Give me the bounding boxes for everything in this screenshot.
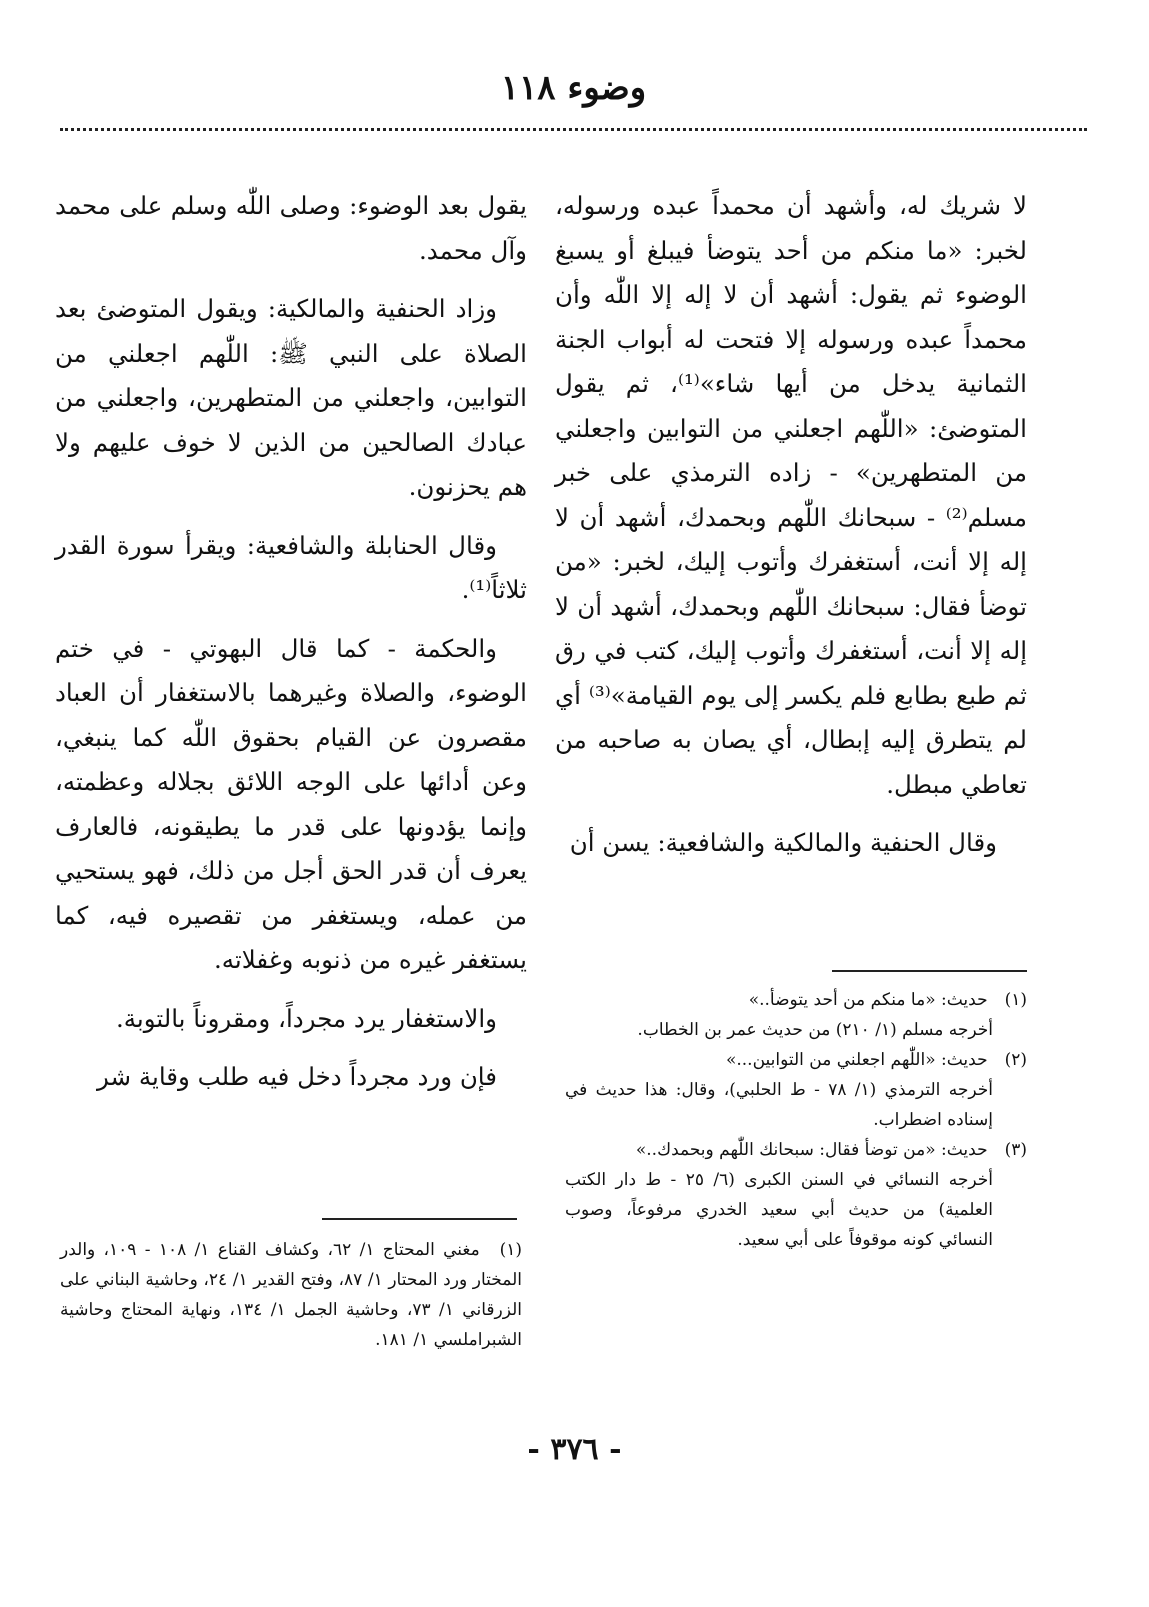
footnote-body: أخرجه مسلم (١/ ٢١٠) من حديث عمر بن الخطاب. [637,1020,993,1040]
footnote-heading: حديث: «من توضأ فقال: سبحانك اللّٰهم وبحمدك..» [635,1140,988,1160]
footnote-item [565,985,1027,1015]
page-number: - ٣٧٦ - [527,1432,622,1467]
footnote-item [565,1135,1027,1165]
footnote-text: مغني المحتاج ١/ ٦٢، وكشاف القناع ١/ ١٠٨ - ١٠٩، والدر المختار ورد المحتار ١/ ٨٧، وفتح القدير ١/ ٢٤، وحاشية البناني على الزرقاني ١/ ٧٣، وحاشية الجمل ١/ ١٣٤، ونهاية المحتاج وحاشية الشبراملسي ١/ ١٨١. [60,1240,523,1350]
left-paragraph-1: يقول بعد الوضوء: وصلى اللّٰه وسلم على محمد وآل محمد. [55,191,527,265]
right-footnotes [565,985,1027,1255]
right-column [555,184,1027,880]
footnote-item [565,1045,1027,1075]
left-footnotes [60,1235,522,1355]
footnote-heading: حديث: «ما منكم من أحد يتوضأ..» [748,990,988,1010]
footnote-heading: حديث: «اللّٰهم اجعلني من التوابين...» [725,1050,988,1070]
left-paragraph-2: وزاد الحنفية والمالكية: ويقول المتوضئ بعد الصلاة على النبي ﷺ: اللّٰهم اجعلني من التوابين، واجعلني من المتطهرين، واجعلني من عبادك الصالحين من الذين لا خوف عليهم ولا هم يحزنون. [55,294,527,501]
footnote-item [60,1235,522,1355]
footnote-number: (١) [1004,990,1027,1010]
footnote-number: (٣) [1004,1140,1027,1160]
footnote-body: أخرجه الترمذي (١/ ٧٨ - ط الحلبي)، وقال: هذا حديث في إسناده اضطراب. [565,1080,993,1130]
footnote-number: (٢) [1004,1050,1027,1070]
left-footnote-rule [322,1218,517,1220]
page-title: وضوء ١١٨ [500,68,647,108]
left-paragraph-4: والحكمة - كما قال البهوتي - في ختم الوضوء، والصلاة وغيرهما بالاستغفار أن العباد مقصرون عن القيام بحقوق اللّٰه كما ينبغي، وعن أدائها على الوجه اللائق بجلاله وعظمته، وإنما يؤدونها على قدر ما يطيقونه، فالعارف يعرف أن قدر الحق أجل من ذلك، فهو يستحيي من عمله، ويستغفر من تقصيره فيه، كما يستغفر غيره من ذنوبه وغفلاته. [55,633,527,974]
left-paragraph-3: وقال الحنابلة والشافعية: ويقرأ سورة القدر ثلاثاً⁽¹⁾. [55,530,527,604]
right-paragraph-1: لا شريك له، وأشهد أن محمداً عبده ورسوله، لخبر: «ما منكم من أحد يتوضأ فيبلغ أو يسبغ الوضوء ثم يقول: أشهد أن لا إله إلا اللّٰه وأن محمداً عبده ورسوله إلا فتحت له أبواب الجنة الثمانية يدخل من أيها شاء»⁽¹⁾، ثم يقول المتوضئ: «اللّٰهم اجعلني من التوابين واجعلني من المتطهرين» - زاده الترمذي على خبر مسلم⁽²⁾ - سبحانك اللّٰهم وبحمدك، أشهد أن لا إله إلا أنت، أستغفرك وأتوب إليك، لخبر: «من توضأ فقال: سبحانك اللّٰهم وبحمدك، أشهد أن لا إله إلا أنت، أستغفرك وأتوب إليك، كتب في رق ثم طبع بطابع فلم يكسر إلى يوم القيامة»⁽³⁾ أي لم يتطرق إليه إبطال، أي يصان به صاحبه من تعاطي مبطل. [555,191,1027,799]
left-column [55,184,527,1114]
footnote-number: (١) [499,1240,523,1260]
footnote-body: أخرجه النسائي في السنن الكبرى (٦/ ٢٥ - ط دار الكتب العلمية) من حديث أبي سعيد الخدري مرفوعاً، وصوب النسائي كونه موقوفاً على أبي سعيد. [565,1170,993,1250]
left-paragraph-5: والاستغفار يرد مجرداً، ومقروناً بالتوبة. [115,1003,497,1033]
left-paragraph-6: فإن ورد مجرداً دخل فيه طلب وقاية شر [97,1062,497,1091]
right-footnote-rule [832,970,1027,972]
right-paragraph-2: وقال الحنفية والمالكية والشافعية: يسن أن [569,828,997,857]
header-dotted-rule [60,128,1087,131]
